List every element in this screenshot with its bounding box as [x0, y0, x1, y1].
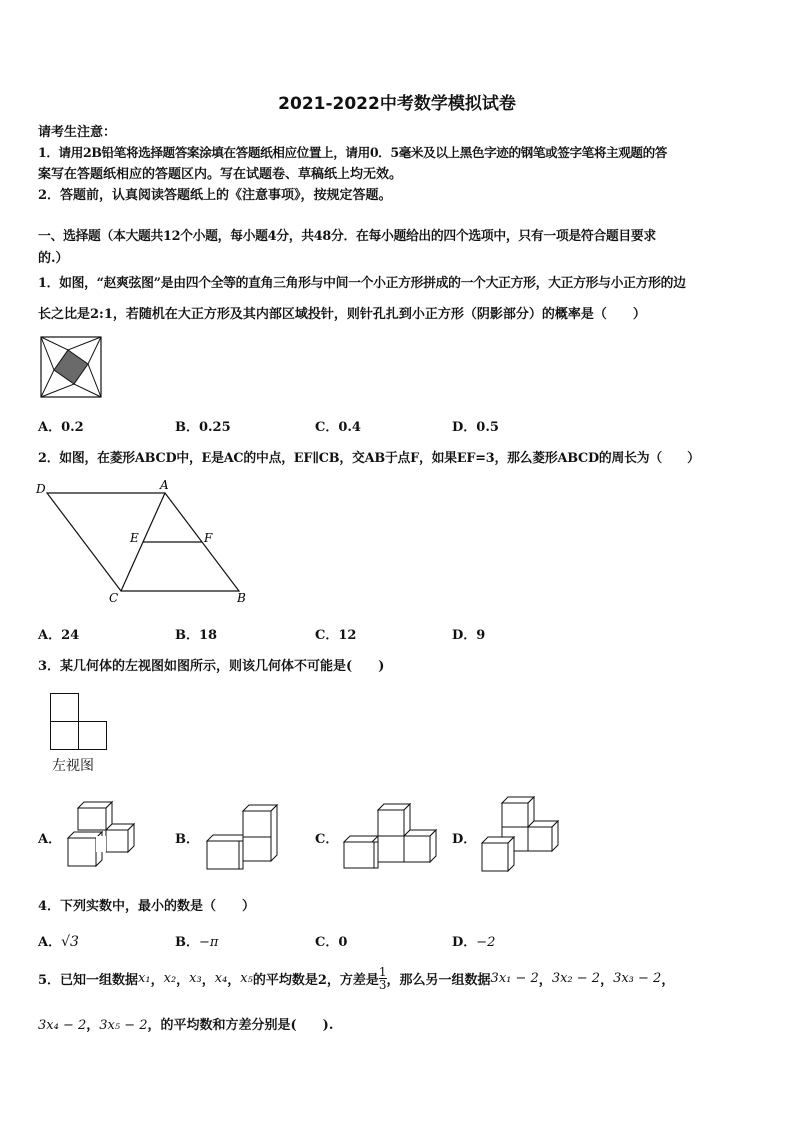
q5-expr-2: 3x₂ − 2 [551, 971, 601, 986]
q1-option-a[interactable]: A．0.2 [38, 420, 84, 435]
rhombus-diagram [36, 478, 256, 610]
q4-option-b-label: B． [175, 935, 199, 950]
q5-line1 [38, 966, 674, 991]
q3-option-a-figure [68, 800, 138, 868]
q5-var-4: x₄ [214, 971, 228, 986]
section1-line-a: 一、选择题（本大题共12个小题，每小题4分，共48分．在每小题给出的四个选项中，只有一项是符合题目要求 [38, 229, 656, 244]
q4-option-c[interactable]: C．0 [315, 935, 348, 950]
left-view-diagram [50, 693, 108, 751]
q3-option-d[interactable]: D． [452, 832, 477, 847]
q5-suffix: ，的平均数和方差分别是( ). [147, 1018, 334, 1033]
label-E: E [130, 531, 139, 545]
q5-sep-8: ， [86, 1018, 100, 1033]
q5-middle-text: ，那么另一组数据 [386, 973, 491, 988]
q2-option-b[interactable]: B．18 [175, 628, 218, 643]
q3-option-c[interactable]: C． [315, 832, 339, 847]
q1-text-b: 长之比是2:1，若随机在大正方形及其内部区域投针，则针孔扎到小正方形（阴影部分）的概率是（ ） [38, 307, 646, 322]
label-F: F [204, 531, 213, 545]
q5-var-3: x₃ [189, 971, 202, 986]
q5-var-1: x₁ [138, 971, 151, 986]
q5-line2 [38, 1014, 333, 1033]
q5-sep-2: ， [176, 973, 190, 988]
section1-line-b: 的.） [38, 251, 69, 266]
notice-line1b: 案写在答题纸相应的答题区内。写在试题卷、草稿纸上均无效。 [38, 167, 403, 182]
q5-fraction [379, 966, 387, 991]
q2-text: 2．如图，在菱形ABCD中，E是AC的中点，EF∥CB，交AB于点F，如果EF=3，那么菱形ABCD的周长为（ ） [38, 451, 700, 466]
q5-mean-text: 的平均数是2，方差是 [252, 973, 379, 988]
q5-var-5: x₅ [240, 971, 253, 986]
q5-expr-5: 3x₅ − 2 [99, 1018, 148, 1033]
q5-var-2: x₂ [163, 971, 177, 986]
q3-option-a[interactable]: A． [38, 832, 62, 847]
q5-sep-7: ， [661, 973, 675, 988]
q5-prefix: 5．已知一组数据 [38, 973, 139, 988]
q5-expr-4: 3x₄ − 2 [38, 1018, 87, 1033]
q4-option-a-label: A． [38, 935, 62, 950]
q5-frac-num: 1 [378, 965, 387, 979]
q5-sep-4: ， [227, 973, 241, 988]
q4-option-b[interactable] [175, 931, 218, 950]
q4-option-d-label: D． [452, 935, 477, 950]
q3-option-b[interactable]: B． [175, 832, 199, 847]
zhao-shuang-diagram [40, 336, 102, 398]
q5-sep-1: ， [150, 973, 164, 988]
q3-option-d-figure [482, 795, 562, 875]
notice-heading: 请考生注意： [38, 125, 117, 140]
q5-sep-3: ， [201, 973, 215, 988]
q3-option-c-figure [344, 802, 440, 870]
page-title: 2021-2022中考数学模拟试卷 [278, 94, 516, 114]
q2-option-c[interactable]: C．12 [315, 628, 357, 643]
q1-text-a: 1．如图，“赵爽弦图”是由四个全等的直角三角形与中间一个小正方形拼成的一个大正方形，大正方形与小正方形的边 [38, 276, 686, 291]
q4-option-b-value: −π [199, 935, 219, 950]
left-view-caption: 左视图 [52, 758, 94, 774]
notice-line1a: 1．请用2B铅笔将选择题答案涂填在答题纸相应位置上，请用0．5毫米及以上黑色字迹的钢笔或签字笔将主观题的答 [38, 145, 667, 160]
label-D: D [36, 482, 46, 496]
q5-expr-3: 3x₃ − 2 [613, 971, 662, 986]
q5-frac-den: 3 [378, 978, 387, 992]
label-B: B [237, 591, 246, 605]
q4-option-a-value: √3 [61, 934, 79, 950]
q3-option-b-figure [207, 803, 279, 871]
q2-option-d[interactable]: D．9 [452, 628, 486, 643]
q2-option-a[interactable]: A．24 [38, 628, 80, 643]
q5-expr-1: 3x₁ − 2 [490, 971, 539, 986]
q4-option-d-value: −2 [476, 935, 496, 950]
label-C: C [109, 591, 119, 605]
q5-sep-6: ， [600, 973, 614, 988]
label-A: A [160, 478, 169, 492]
notice-line2: 2．答题前，认真阅读答题纸上的《注意事项》，按规定答题。 [38, 188, 392, 203]
q3-text: 3．某几何体的左视图如图所示，则该几何体不可能是( ) [38, 659, 385, 674]
q5-sep-5: ， [538, 973, 552, 988]
q1-option-d[interactable]: D．0.5 [452, 420, 499, 435]
q1-option-c[interactable]: C．0.4 [315, 420, 361, 435]
q4-option-d[interactable] [452, 931, 495, 950]
q1-option-b[interactable]: B．0.25 [175, 420, 231, 435]
q4-text: 4．下列实数中，最小的数是（ ） [38, 899, 256, 914]
q4-option-a[interactable] [38, 931, 79, 950]
